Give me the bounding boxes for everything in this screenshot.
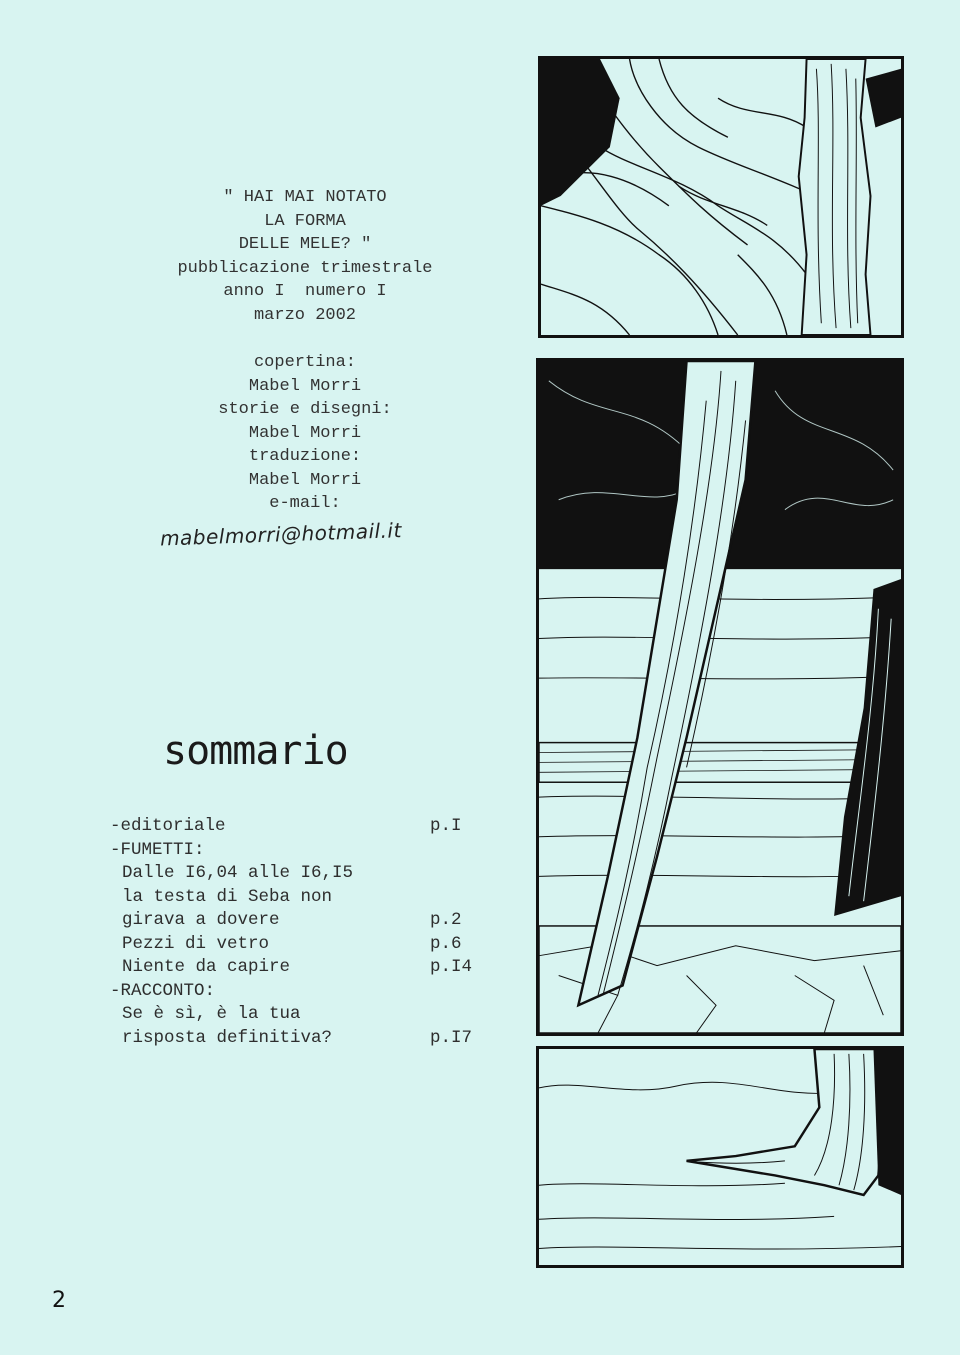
- cover-author: Mabel Morri: [248, 376, 362, 396]
- toc-entry-editorial: -editoriale p.I: [110, 816, 462, 836]
- table-of-contents: [110, 796, 510, 1048]
- toc-section-story: -RACCONTO:: [110, 980, 216, 1001]
- title-line-3: DELLE MELE? ": [238, 235, 372, 254]
- toc-entry: Se è sì, è la tua: [122, 1004, 301, 1024]
- email-address: mabelmorri@hotmail.it: [159, 518, 403, 551]
- tree-trunks-drawing: [539, 361, 901, 1033]
- cover-label: copertina:: [253, 353, 357, 372]
- tree-roots-drawing: [539, 1049, 901, 1265]
- bare-trees-panel: [538, 56, 904, 338]
- issue-date: marzo 2002: [253, 305, 357, 325]
- toc-entry: la testa di Seba non: [122, 886, 333, 907]
- issue-number: anno I numero I: [223, 282, 387, 301]
- tree-trunks-landscape-panel: [536, 358, 904, 1036]
- summary-title: sommario: [163, 728, 348, 774]
- tree-roots-panel: [536, 1046, 904, 1268]
- colophon: [140, 186, 470, 516]
- stories-author: Mabel Morri: [248, 423, 362, 443]
- translation-label: traduzione:: [248, 447, 362, 466]
- toc-section-comics: -FUMETTI:: [110, 839, 205, 860]
- bare-trees-drawing: [541, 59, 901, 335]
- translation-author: Mabel Morri: [248, 470, 362, 490]
- toc-entry: Niente da capire p.I4: [122, 957, 473, 977]
- publication-frequency: pubblicazione trimestrale: [177, 258, 433, 278]
- toc-entry: Pezzi di vetro p.6: [122, 933, 462, 954]
- toc-entry: risposta definitiva? p.I7: [122, 1027, 473, 1048]
- title-line-1: " HAI MAI NOTATO: [223, 188, 387, 207]
- toc-entry: Dalle I6,04 alle I6,I5: [122, 863, 354, 883]
- page-number: 2: [52, 1288, 66, 1313]
- stories-label: storie e disegni:: [218, 400, 392, 419]
- toc-entry: girava a dovere p.2: [122, 910, 462, 930]
- title-line-2: LA FORMA: [264, 211, 346, 231]
- email-label: e-mail:: [269, 494, 341, 513]
